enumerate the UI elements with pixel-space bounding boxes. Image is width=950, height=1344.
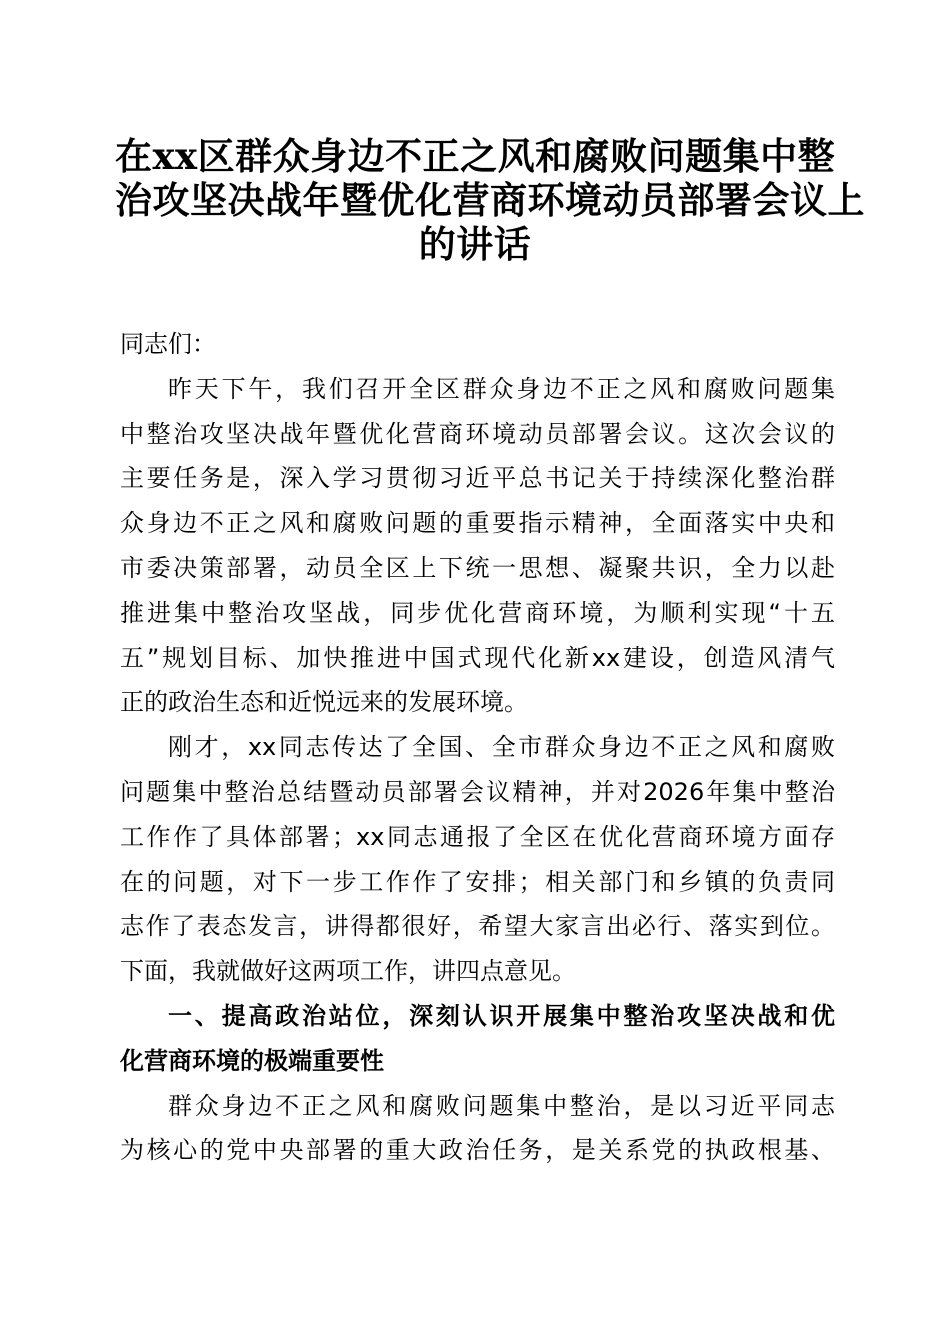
document-body xyxy=(120,322,835,1173)
paragraph-line: 中整治攻坚决战年暨优化营商环境动员部署会议。这次会议的 xyxy=(120,419,835,448)
title-line: 的讲话 xyxy=(418,222,532,266)
paragraph-line: 众身边不正之风和腐败问题的重要指示精神，全面落实中央和 xyxy=(120,509,835,538)
paragraph-line: 正的政治生态和近悦远来的发展环境。 xyxy=(120,688,528,717)
paragraph-line: 主要任务是，深入学习贯彻习近平总书记关于持续深化整治群 xyxy=(120,464,835,493)
salutation: 同志们： xyxy=(120,330,216,358)
paragraph-line: 工作作了具体部署；xx同志通报了全区在优化营商环境方面存 xyxy=(120,822,835,851)
paragraph-line: 推进集中整治攻坚战，同步优化营商环境，为顺利实现“十五 xyxy=(120,598,835,627)
section-heading-line: 一、提高政治站位，深刻认识开展集中整治攻坚决战和优 xyxy=(168,1001,835,1030)
paragraph-line: 为核心的党中央部署的重大政治任务，是关系党的执政根基、 xyxy=(120,1136,835,1165)
paragraph-line: 五”规划目标、加快推进中国式现代化新xx建设，创造风清气 xyxy=(120,643,835,672)
title-line: 治攻坚决战年暨优化营商环境动员部署会议上 xyxy=(115,178,865,222)
document-title xyxy=(115,134,865,266)
paragraph-line: 在的问题，对下一步工作作了安排；相关部门和乡镇的负责同 xyxy=(120,867,835,896)
paragraph-line: 群众身边不正之风和腐败问题集中整治，是以习近平同志 xyxy=(168,1091,835,1120)
paragraph-line: 昨天下午，我们召开全区群众身边不正之风和腐败问题集 xyxy=(168,374,835,403)
paragraph-line: 志作了表态发言，讲得都很好，希望大家言出必行、落实到位。 xyxy=(120,912,835,941)
section-heading-line: 化营商环境的极端重要性 xyxy=(120,1046,384,1075)
paragraph-line: 刚才，xx同志传达了全国、全市群众身边不正之风和腐败 xyxy=(168,733,835,762)
paragraph-line: 下面，我就做好这两项工作，讲四点意见。 xyxy=(120,957,576,986)
paragraph-line: 问题集中整治总结暨动员部署会议精神，并对2026年集中整治 xyxy=(120,777,835,806)
paragraph-line: 市委决策部署，动员全区上下统一思想、凝聚共识，全力以赴 xyxy=(120,553,835,582)
title-line: 在xx区群众身边不正之风和腐败问题集中整 xyxy=(115,134,836,178)
